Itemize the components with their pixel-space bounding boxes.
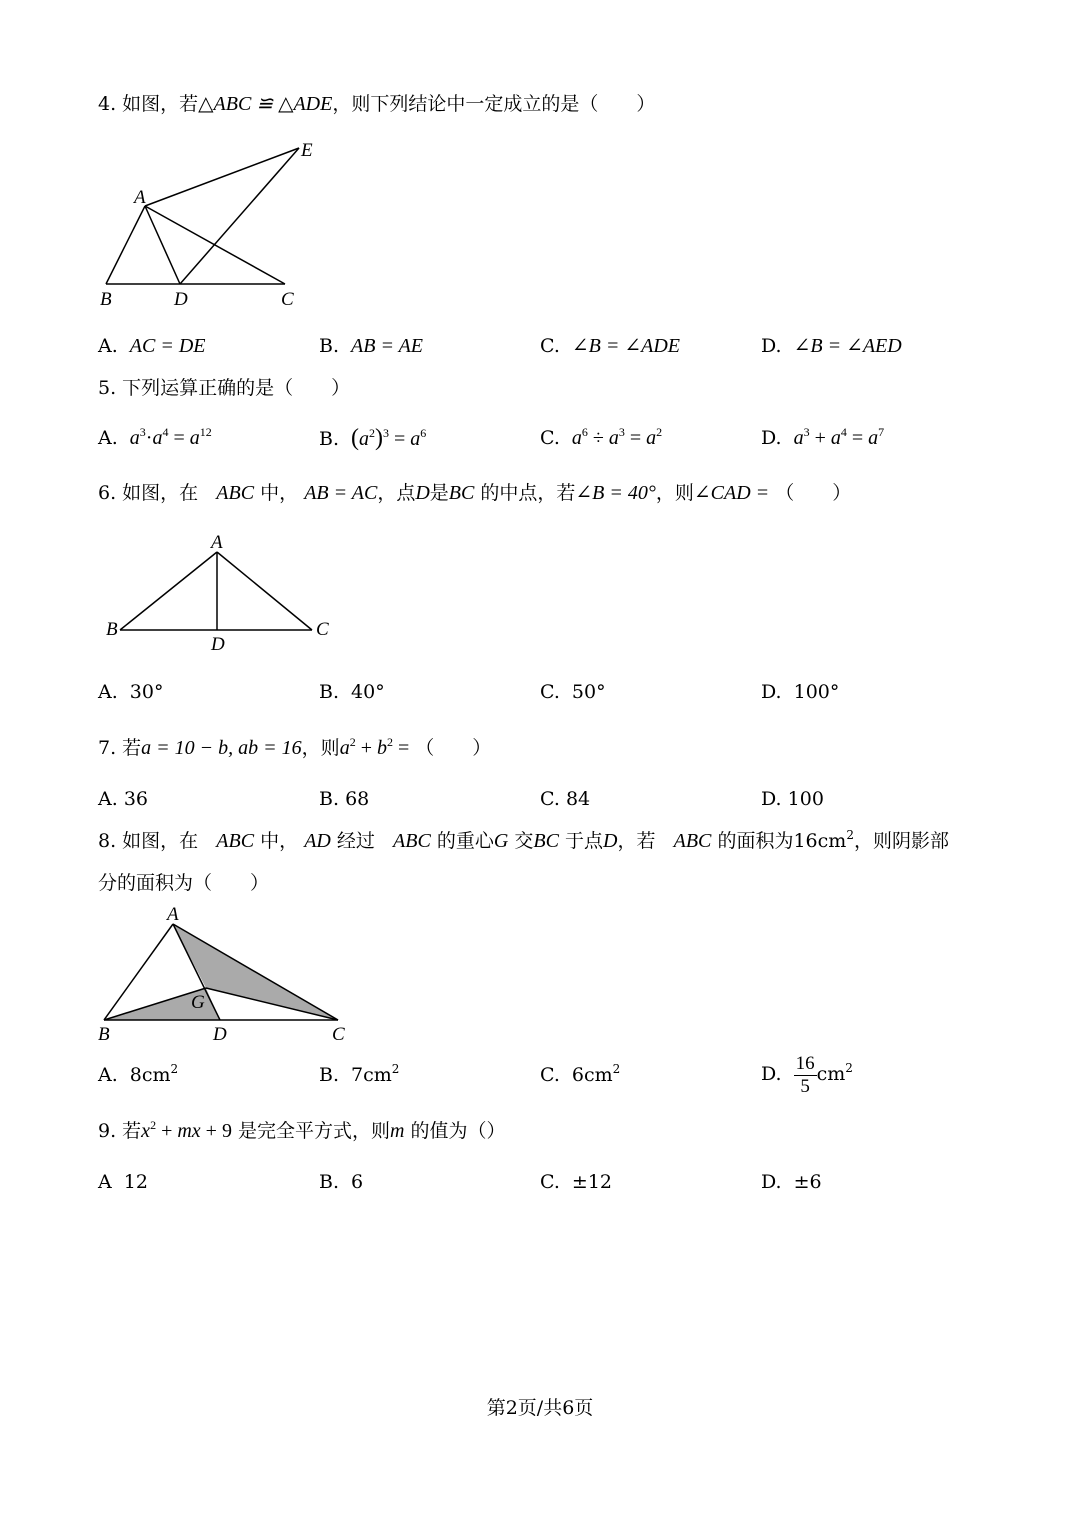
q4-figure bbox=[90, 135, 330, 315]
question-8-stem: 8. 如图，在 ABC 中， AD 经过 ABC 的重心G 交BC 于点D，若 ABC 的面积为$16cm^2$，则阴影部 bbox=[98, 828, 949, 852]
q4-label-a: A bbox=[134, 187, 146, 208]
q6-option-b[interactable]: B. 40° bbox=[319, 681, 385, 703]
q6-label-d: D bbox=[211, 634, 225, 655]
q7-option-d[interactable]: D. 100 bbox=[761, 788, 824, 810]
q7-expression: $a^2 + b^2$ = bbox=[339, 735, 410, 759]
q5-option-a[interactable]: A. $a^3\cdot a^4 = a^{12}$ bbox=[98, 425, 212, 449]
q4-label-b: B bbox=[100, 289, 112, 310]
q9-option-d[interactable]: D. ±6 bbox=[761, 1171, 822, 1193]
q9-option-a[interactable]: A 12 bbox=[98, 1171, 148, 1193]
q8-label-g: G bbox=[191, 992, 205, 1013]
q9-option-c[interactable]: C. ±12 bbox=[540, 1171, 613, 1193]
q8-option-a[interactable]: A. $8cm^2$ bbox=[98, 1062, 179, 1086]
q5-option-d[interactable]: D. $a^3 + a^4 = a^7$ bbox=[761, 425, 885, 449]
q4-label-e: E bbox=[301, 140, 313, 161]
q4-text-after: ，则下列结论中一定成立的是（ ） bbox=[332, 93, 656, 115]
q6-option-d[interactable]: D. 100° bbox=[761, 681, 840, 703]
q7-option-c[interactable]: C. 84 bbox=[540, 788, 591, 810]
q7-option-a[interactable]: A. 36 bbox=[98, 788, 148, 810]
q8-label-c: C bbox=[332, 1024, 345, 1044]
q4-math: △ABC ≌ △ADE bbox=[198, 93, 333, 115]
page-footer: 第2页/共6页 bbox=[486, 1397, 594, 1419]
q9-option-b[interactable]: B. 6 bbox=[319, 1171, 364, 1193]
q4-option-c[interactable]: C. ∠B = ∠ADE bbox=[540, 335, 681, 357]
q8-label-d: D bbox=[213, 1024, 227, 1044]
question-4-stem bbox=[98, 92, 655, 116]
q4-option-b[interactable]: B. AB = AE bbox=[319, 335, 424, 357]
q9-expression: $x^2$ + mx + 9 bbox=[141, 1118, 232, 1142]
question-8-stem-line2: 分的面积为（ ） bbox=[98, 872, 270, 894]
q8-label-a: A bbox=[167, 904, 179, 925]
q8-option-d[interactable]: D. $\frac{16}{5}$ $cm^2$ bbox=[761, 1052, 853, 1097]
q8-figure bbox=[90, 902, 360, 1044]
q6-option-c[interactable]: C. 50° bbox=[540, 681, 606, 703]
q5-option-c[interactable]: C. $a^6 \div a^3 = a^2$ bbox=[540, 425, 663, 449]
question-9-stem: 9. 若$x^2$ + mx + 9 是完全平方式，则m 的值为（） bbox=[98, 1118, 506, 1142]
q4-option-d[interactable]: D. ∠B = ∠AED bbox=[761, 335, 902, 357]
q8-option-b[interactable]: B. $7cm^2$ bbox=[319, 1062, 400, 1086]
q6-label-b: B bbox=[106, 619, 118, 640]
question-6-stem: 6. 如图，在 ABC 中， AB = AC，点D是BC 的中点，若∠B = 40°，则∠CAD = （ ） bbox=[98, 482, 852, 504]
q7-option-b[interactable]: B. 68 bbox=[319, 788, 370, 810]
q8-option-c[interactable]: C. $6cm^2$ bbox=[540, 1062, 621, 1086]
q6-label-c: C bbox=[316, 619, 329, 640]
question-5-stem: 5. 下列运算正确的是（ ） bbox=[98, 377, 351, 399]
q5-option-b[interactable]: B. $(a^2)^3 = a^6$ bbox=[319, 425, 427, 451]
q8-option-d-fraction: $\frac{16}{5}$ bbox=[795, 1052, 815, 1097]
q4-option-a[interactable]: A. AC = DE bbox=[98, 335, 206, 357]
q4-label-c: C bbox=[281, 289, 294, 310]
q6-figure bbox=[90, 528, 350, 658]
q6-option-a[interactable]: A. 30° bbox=[98, 681, 164, 703]
q4-label-d: D bbox=[174, 289, 188, 310]
q6-label-a: A bbox=[211, 532, 223, 553]
q4-text-before: 4. 如图，若 bbox=[98, 93, 199, 115]
question-7-stem: 7. 若a = 10 − b, ab = 16，则$a^2 + b^2$ = （ ） bbox=[98, 735, 492, 759]
q8-label-b: B bbox=[98, 1024, 110, 1044]
